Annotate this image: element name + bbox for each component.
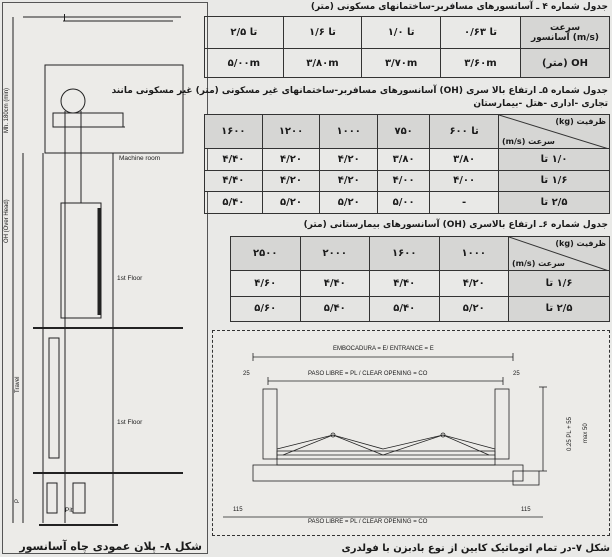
table5-row-speed: ۱/۰ تا [499, 149, 610, 171]
first-floor-label-b: 1st Floor [117, 419, 143, 426]
table5-capacity-3: ۱۲۰۰ [262, 115, 320, 149]
table4-header-line1: سرعت [549, 22, 581, 33]
table5-cell: ۵/۲۰ [262, 192, 320, 214]
table5-cell: ۴/۲۰ [262, 170, 320, 192]
vertical-label-mh: Mh. 180cm (min) [4, 87, 10, 133]
table6-corner-capacity: ظرفیت (kg) [555, 239, 606, 248]
table5-cell: ۴/۴۰ [205, 149, 263, 171]
vertical-label-travel: Travel [15, 376, 21, 393]
table4 [204, 16, 610, 78]
table4-speed-1: ۱/۰ تا [362, 17, 441, 49]
table4-value-1: ۳/۷۰m [362, 49, 441, 78]
machine-room-label: Machine room [119, 155, 161, 162]
dim-side-a: 0.25 PL + 55 [567, 417, 573, 451]
table5-corner-capacity: ظرفیت (kg) [555, 117, 606, 126]
pit-label: Pit [65, 507, 73, 514]
table4-header-line2: (m/s) آسانسور [530, 32, 600, 43]
table6-cell: ۵/۴۰ [370, 296, 440, 322]
table6-cell: ۴/۶۰ [231, 271, 301, 297]
table6 [230, 236, 610, 322]
door-diagram-drawing [213, 331, 609, 535]
table6-corner-speed: سرعت (m/s) [512, 259, 565, 268]
table4-speed-0: ۰/۶۳ تا [440, 17, 520, 49]
shaft-drawing [3, 3, 207, 533]
table6-cell: ۴/۲۰ [439, 271, 509, 297]
table6-cell: ۴/۴۰ [370, 271, 440, 297]
table6-capacity-1: ۱۶۰۰ [370, 237, 440, 271]
table5 [204, 114, 610, 214]
table5-cell: ۳/۸۰ [430, 149, 499, 171]
table5-corner-speed: سرعت (m/s) [502, 137, 555, 146]
table5-title-line1: جدول شماره ۵ـ ارتفاع بالا سری (OH) آسانسورهای مسافربر-ساختمانهای غیر مسکونی (متر) غیر مسکونی مانند [111, 86, 608, 96]
vertical-label-oh: OH (Over Head) [4, 199, 10, 243]
table-row [205, 192, 610, 214]
table-row [231, 271, 610, 297]
table5-cell: ۴/۲۰ [262, 149, 320, 171]
table4-title: جدول شماره ۴ ـ آسانسورهای مسافربر-ساختمانهای مسکونی (متر) [310, 2, 608, 12]
first-floor-label-a: 1st Floor [117, 275, 143, 282]
door-diagram-caption: شکل ۷-در تمام اتوماتیک کابین از نوع بادبزن با فولدری [341, 543, 610, 554]
dim-25-right: 25 [513, 371, 520, 377]
table5-cell: ۵/۴۰ [205, 192, 263, 214]
table5-capacity-2: ۱۰۰۰ [320, 115, 378, 149]
table5-row-speed: ۱/۶ تا [499, 170, 610, 192]
table5-cell: ۳/۸۰ [378, 149, 430, 171]
table6-cell: ۵/۶۰ [231, 296, 301, 322]
table4-speed-2: ۱/۶ تا [283, 17, 362, 49]
shaft-section-panel [2, 2, 208, 554]
dim-25-left: 25 [243, 371, 250, 377]
table-row [205, 149, 610, 171]
table5-capacity-4: ۱۶۰۰ [205, 115, 263, 149]
table5-cell: ۴/۲۰ [320, 149, 378, 171]
dim-115-right: 115 [521, 507, 531, 513]
shaft-caption: شکل ۸- پلان عمودی چاه آسانسور [19, 540, 202, 553]
table5-cell: ۴/۰۰ [378, 170, 430, 192]
table5-cell: ۴/۰۰ [430, 170, 499, 192]
table6-row-speed: ۲/۵ تا [509, 296, 610, 322]
table5-capacity-0: ۶۰۰ تا [430, 115, 499, 149]
table6-cell: ۴/۴۰ [300, 271, 370, 297]
door-diagram-panel [212, 330, 610, 536]
table6-corner [509, 237, 610, 271]
table5-capacity-1: ۷۵۰ [378, 115, 430, 149]
table4-speed-3: ۲/۵ تا [205, 17, 284, 49]
table6-capacity-3: ۲۵۰۰ [231, 237, 301, 271]
table5-row-speed: ۲/۵ تا [499, 192, 610, 214]
table-row [205, 170, 610, 192]
paso-top-label: PASO LIBRE = PL / CLEAR OPENING = CO [308, 371, 428, 377]
table5-title-line2: تجاری -اداری -هتل -بیمارستان [473, 99, 608, 109]
table6-capacity-2: ۲۰۰۰ [300, 237, 370, 271]
table4-header-label [521, 17, 610, 49]
top-mark-label: I [63, 13, 66, 24]
dim-115-left: 115 [233, 507, 243, 513]
paso-bottom-label: PASO LIBRE = PL / CLEAR OPENING = CO [308, 519, 428, 525]
table5-cell: ۵/۲۰ [320, 192, 378, 214]
table4-value-3: ۵/۰۰m [205, 49, 284, 78]
table6-row-speed: ۱/۶ تا [509, 271, 610, 297]
table-row [231, 296, 610, 322]
table6-cell: ۵/۲۰ [439, 296, 509, 322]
table6-title: جدول شماره ۶ـ ارتفاع بالاسری (OH) آسانسورهای بیمارستانی (متر) [303, 220, 608, 230]
table5-cell: ۴/۲۰ [320, 170, 378, 192]
vertical-label-p: P [15, 498, 21, 503]
table6-capacity-0: ۱۰۰۰ [439, 237, 509, 271]
table5-cell: ۴/۴۰ [205, 170, 263, 192]
table6-cell: ۵/۴۰ [300, 296, 370, 322]
table5-cell: ۵/۰۰ [378, 192, 430, 214]
dim-side-b: max 50 [583, 423, 589, 443]
table4-value-0: ۳/۶۰m [440, 49, 520, 78]
table4-value-2: ۳/۸۰m [283, 49, 362, 78]
table5-corner [499, 115, 610, 149]
table4-row-label: OH (متر) [521, 49, 610, 78]
embocadura-label: EMBOCADURA = E/ ENTRANCE = E [333, 346, 434, 352]
table5-cell: - [430, 192, 499, 214]
